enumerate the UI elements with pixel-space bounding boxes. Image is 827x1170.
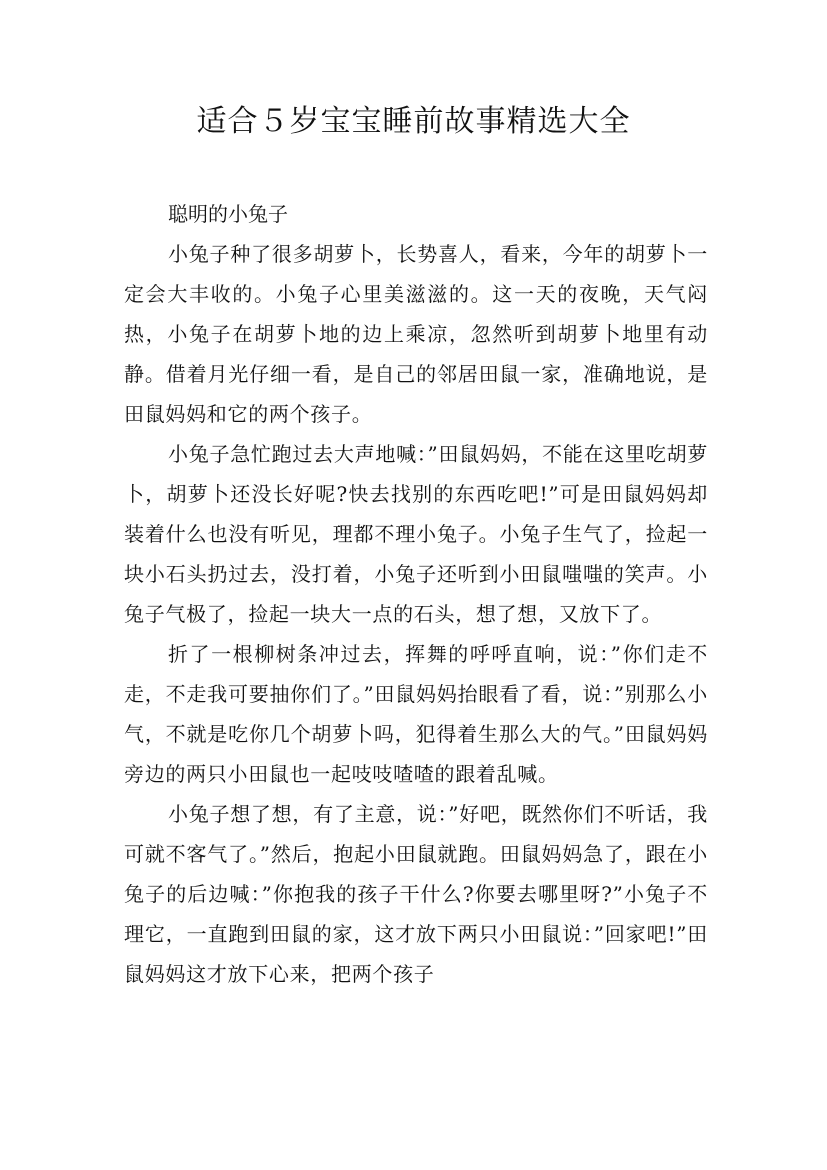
document-title: 适合５岁宝宝睡前故事精选大全 (196, 104, 631, 139)
story-title: 聪明的小兔子 (168, 202, 288, 226)
story-paragraph: 小兔子急忙跑过去大声地喊：”田鼠妈妈，不能在这里吃胡萝卜，胡萝卜还没长好呢?快去找别的东西吃吧!”可是田鼠妈妈却装着什么也没有听见，理都不理小兔子。小兔子生气了，捡起一块小石头扔过去，没打着，小兔子还听到小田鼠嗤嗤的笑声。小兔子气极了，捡起一块大一点的石头，想了想，又放下了。 (124, 442, 708, 626)
story-paragraph: 小兔子想了想，有了主意，说：”好吧，既然你们不听话，我可就不客气了。”然后，抱起小田鼠就跑。田鼠妈妈急了，跟在小兔子的后边喊：”你抱我的孩子干什么?你要去哪里呀?”小兔子不理它，一直跑到田鼠的家，这才放下两只小田鼠说：”回家吧!”田鼠妈妈这才放下心来，把两个孩子 (124, 802, 708, 986)
story-paragraph: 小兔子种了很多胡萝卜，长势喜人，看来，今年的胡萝卜一定会大丰收的。小兔子心里美滋滋的。这一天的夜晚，天气闷热，小兔子在胡萝卜地的边上乘凉，忽然听到胡萝卜地里有动静。借着月光仔细一看，是自己的邻居田鼠一家，准确地说，是田鼠妈妈和它的两个孩子。 (124, 242, 708, 426)
document-body (124, 194, 708, 994)
story-paragraph: 折了一根柳树条冲过去，挥舞的呼呼直响，说：”你们走不走，不走我可要抽你们了。”田鼠妈妈抬眼看了看，说：”别那么小气，不就是吃你几个胡萝卜吗，犯得着生那么大的气。”田鼠妈妈旁边的两只小田鼠也一起吱吱喳喳的跟着乱喊。 (124, 642, 708, 786)
